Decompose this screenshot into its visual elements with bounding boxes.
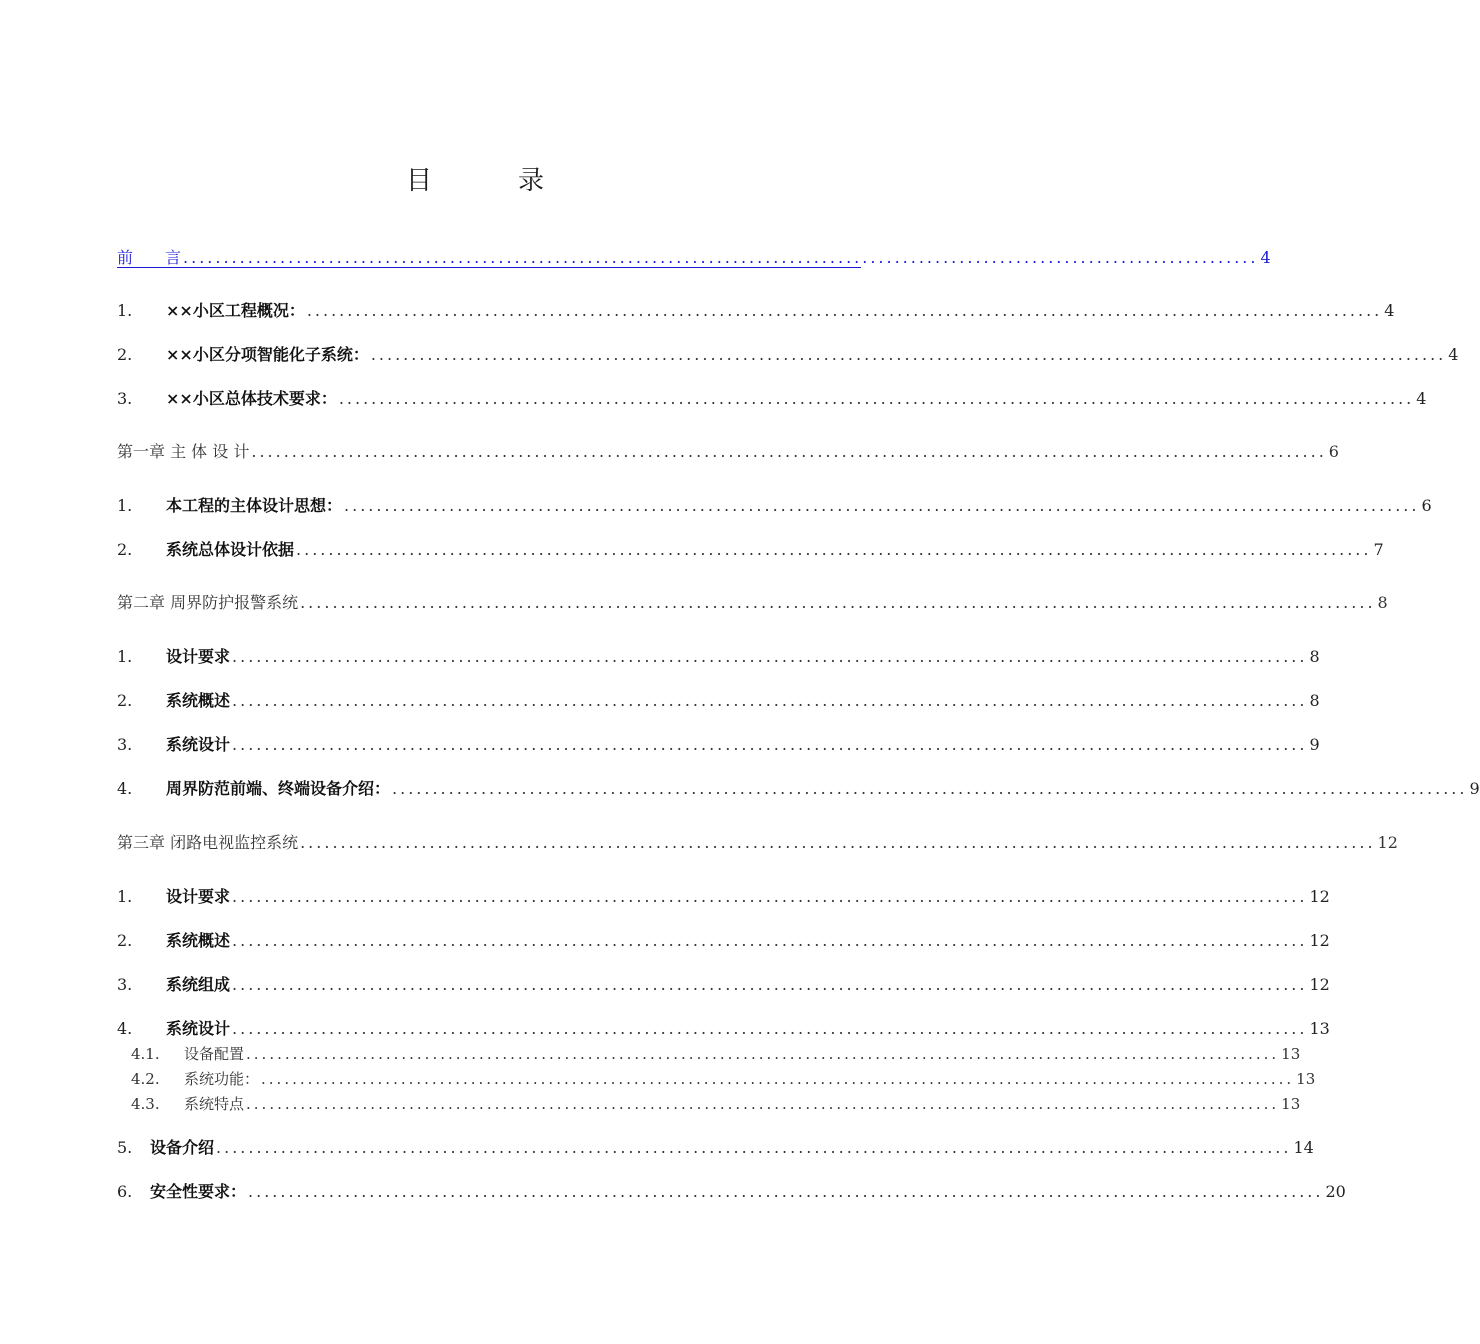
toc-page-number: 4 xyxy=(1384,301,1395,320)
toc-leader: ..................................................................................................................................... xyxy=(300,593,1376,612)
toc-entry-number: 4.1. xyxy=(131,1045,160,1063)
toc-page-number: 12 xyxy=(1309,887,1330,906)
toc-page-number: 9 xyxy=(1309,735,1320,754)
toc-entry-text: 设计要求 xyxy=(166,887,231,906)
toc-entry-text: ××小区工程概况： xyxy=(166,301,305,320)
toc-chapter-entry[interactable] xyxy=(117,592,1388,614)
toc-page-number: 14 xyxy=(1293,1138,1314,1157)
toc-entry-number: 3. xyxy=(117,389,133,408)
toc-leader: ..................................................................................................................................... xyxy=(251,442,1327,461)
toc-chapter-entry[interactable] xyxy=(117,441,1339,463)
toc-page-number: 12 xyxy=(1309,931,1330,950)
toc-entry-number: 4. xyxy=(117,1019,133,1038)
toc-entry-text: 周界防范前端、终端设备介绍： xyxy=(166,779,391,798)
toc-page-number: 12 xyxy=(1377,833,1398,852)
toc-entry-text: 系统概述 xyxy=(166,691,231,710)
toc-entry[interactable] xyxy=(117,300,1395,322)
toc-entry[interactable] xyxy=(117,344,1459,366)
toc-entry-text: 系统功能： xyxy=(184,1070,260,1088)
toc-entry-preface[interactable] xyxy=(117,247,1271,268)
toc-leader: ..................................................................................................................................... xyxy=(232,931,1308,950)
toc-entry[interactable] xyxy=(117,886,1330,908)
toc-entry-number: 4. xyxy=(117,779,133,798)
toc-entry-number: 1. xyxy=(117,647,133,666)
toc-leader: ..................................................................................................................................... xyxy=(246,1095,1280,1113)
toc-page-number: 4 xyxy=(1416,389,1427,408)
toc-chapter-entry[interactable] xyxy=(117,832,1398,854)
toc-entry-text: 设备介绍 xyxy=(150,1138,215,1157)
toc-entry[interactable] xyxy=(117,734,1320,756)
toc-leader: ..................................................................................................................................... xyxy=(216,1138,1292,1157)
toc-entry-number: 4.2. xyxy=(131,1070,160,1088)
toc-leader: ..................................................................................................................................... xyxy=(232,735,1308,754)
toc-page-number: 13 xyxy=(1281,1095,1301,1113)
toc-leader: ..................................................................................................................................... xyxy=(392,779,1468,798)
toc-leader: ..................................................................................................................................... xyxy=(344,496,1420,515)
toc-entry[interactable] xyxy=(117,778,1480,800)
toc-entry-text: 系统设计 xyxy=(166,1019,231,1038)
toc-page-number: 12 xyxy=(1309,975,1330,994)
toc-entry[interactable] xyxy=(117,1181,1346,1203)
toc-leader: ..................................................................................................................................... xyxy=(246,1045,1280,1063)
toc-entry-number: 3. xyxy=(117,735,133,754)
toc-entry-number: 5. xyxy=(117,1138,133,1157)
toc-leader: ..................................................................................................................................... xyxy=(261,1070,1295,1088)
toc-page-number: 9 xyxy=(1469,779,1480,798)
toc-page-number: 8 xyxy=(1377,593,1388,612)
toc-entry[interactable] xyxy=(117,1137,1314,1159)
toc-entry-text: 系统概述 xyxy=(166,931,231,950)
toc-entry[interactable] xyxy=(117,539,1384,561)
toc-leader: ..................................................................................................................................... xyxy=(248,1182,1324,1201)
toc-entry[interactable] xyxy=(117,930,1330,952)
toc-entry-number: 1. xyxy=(117,887,133,906)
toc-subentry[interactable] xyxy=(131,1043,1301,1065)
toc-page-number: 6 xyxy=(1328,442,1339,461)
toc-entry[interactable] xyxy=(117,690,1320,712)
toc-leader: ..................................................................................................................................... xyxy=(306,301,1383,320)
toc-entry-number: 3. xyxy=(117,975,133,994)
toc-entry-text: ××小区分项智能化子系统： xyxy=(166,345,369,364)
toc-leader: ..................................................................................................................................... xyxy=(300,833,1376,852)
toc-entry-text: 系统设计 xyxy=(166,735,231,754)
toc-leader: ..................................................................................................................................... xyxy=(232,1019,1308,1038)
toc-leader: ..................................................................................................................................... xyxy=(296,540,1372,559)
toc-entry-text: 安全性要求： xyxy=(150,1182,247,1201)
toc-page-number: 4 xyxy=(1260,248,1271,267)
toc-leader: ..................................................................................................................................... xyxy=(232,691,1308,710)
toc-leader: ..................................................................................................................................... xyxy=(232,975,1308,994)
toc-entry-text: 第一章 主 体 设 计 xyxy=(117,442,250,461)
toc-title: 目 录 xyxy=(405,166,574,196)
toc-entry-number: 4.3. xyxy=(131,1095,160,1113)
toc-leader: ..................................................................................................................................... xyxy=(232,887,1308,906)
toc-subentry[interactable] xyxy=(131,1093,1301,1115)
toc-entry-text: 设计要求 xyxy=(166,647,231,666)
toc-page-number: 8 xyxy=(1309,691,1320,710)
toc-subentry[interactable] xyxy=(131,1068,1316,1090)
toc-entry[interactable] xyxy=(117,495,1432,517)
toc-page-number: 13 xyxy=(1281,1045,1301,1063)
toc-entry[interactable] xyxy=(117,388,1427,410)
toc-leader: ..................................................................................................................................... xyxy=(370,345,1447,364)
toc-entry-text: 设备配置 xyxy=(184,1045,245,1063)
toc-page-number: 6 xyxy=(1421,496,1432,515)
toc-entry-number: 2. xyxy=(117,540,133,559)
toc-entry-text: ××小区总体技术要求： xyxy=(166,389,337,408)
toc-entry-number: 2. xyxy=(117,931,133,950)
toc-entry[interactable] xyxy=(117,1018,1330,1040)
toc-entry-text: 系统总体设计依据 xyxy=(166,540,295,559)
toc-entry-number: 1. xyxy=(117,496,133,515)
toc-page-number: 20 xyxy=(1325,1182,1346,1201)
toc-entry-text: 系统特点 xyxy=(184,1095,245,1113)
toc-entry[interactable] xyxy=(117,646,1320,668)
toc-entry-text: 系统组成 xyxy=(166,975,231,994)
toc-entry-text: 本工程的主体设计思想： xyxy=(166,496,343,515)
toc-entry-number: 1. xyxy=(117,301,133,320)
toc-entry[interactable] xyxy=(117,974,1330,996)
toc-leader: ..................................................................................................................................... xyxy=(338,389,1415,408)
toc-page-number: 8 xyxy=(1309,647,1320,666)
toc-leader: ..................................................................................................................................... xyxy=(232,647,1308,666)
toc-page-number: 4 xyxy=(1448,345,1459,364)
toc-page-number: 13 xyxy=(1309,1019,1330,1038)
toc-entry-text: 第二章 周界防护报警系统 xyxy=(117,593,299,612)
toc-entry-number: 2. xyxy=(117,345,133,364)
toc-entry-text: 前 言 xyxy=(117,248,182,267)
toc-leader: ..................................................................................................................................... xyxy=(183,248,1259,267)
toc-page-number: 7 xyxy=(1373,540,1384,559)
toc-page-number: 13 xyxy=(1296,1070,1316,1088)
toc-entry-text: 第三章 闭路电视监控系统 xyxy=(117,833,299,852)
toc-entry-number: 2. xyxy=(117,691,133,710)
toc-entry-number: 6. xyxy=(117,1182,133,1201)
